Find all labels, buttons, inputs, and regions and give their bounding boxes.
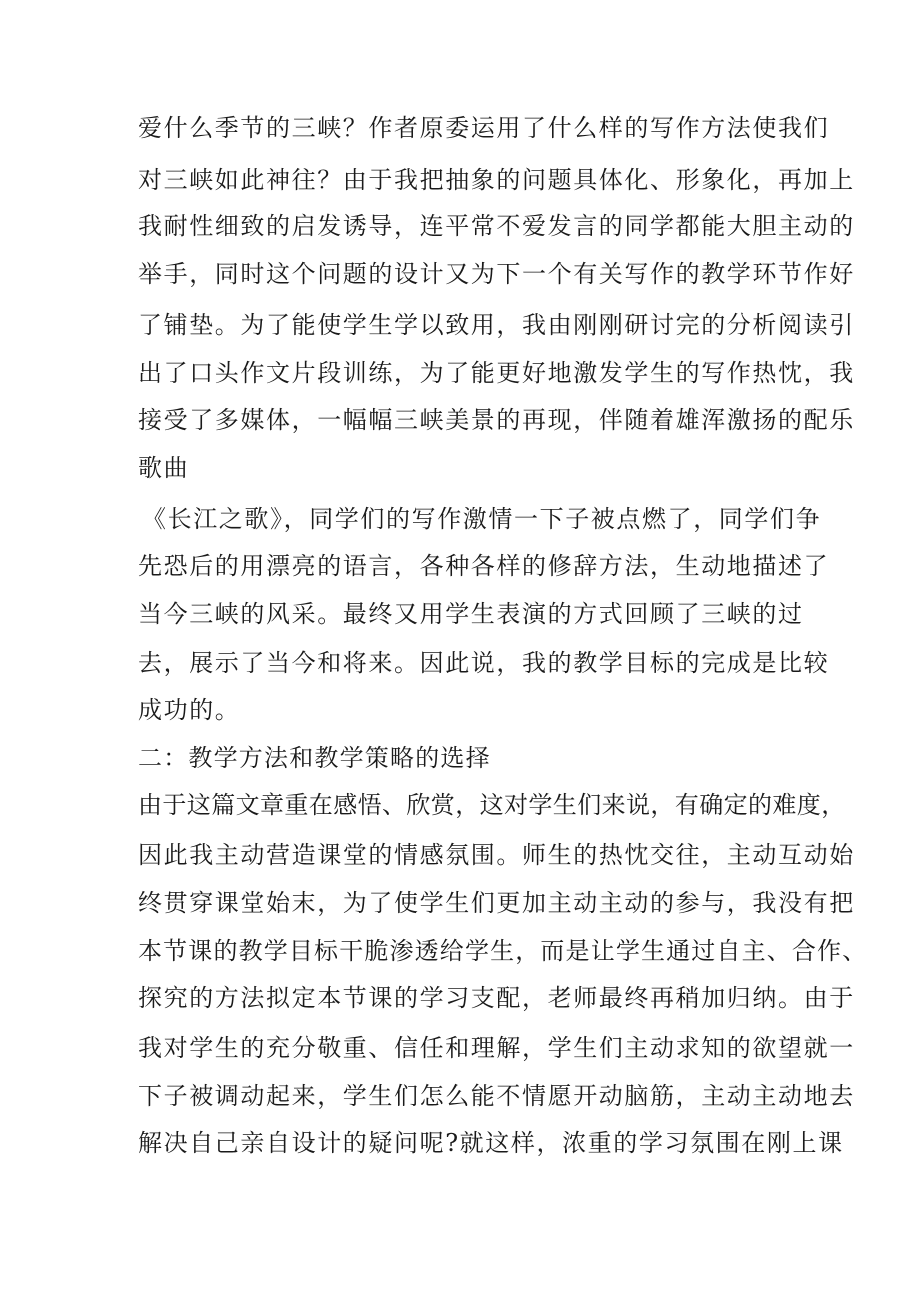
paragraph-line: 先恐后的用漂亮的语言，各种各样的修辞方法，生动地描述了 [138,552,830,580]
paragraph-line: 成功的。 [138,696,241,724]
paragraph-line: 对三峡如此神往？由于我把抽象的问题具体化、形象化，再加上 [138,166,855,194]
section-heading: 二：教学方法和教学策略的选择 [138,744,491,772]
paragraph-line: 当今三峡的风采。最终又用学生表演的方式回顾了三峡的过 [138,600,804,628]
paragraph-line: 因此我主动营造课堂的情感氛围。师生的热忱交往，主动互动始 [138,841,855,869]
paragraph-line: 终贯穿课堂始末，为了使学生们更加主动主动的参与，我没有把 [138,889,855,917]
paragraph-line: 接受了多媒体，一幅幅三峡美景的再现，伴随着雄浑激扬的配乐 [138,406,855,434]
paragraph-line: 探究的方法拟定本节课的学习支配，老师最终再稍加归纳。由于 [138,984,855,1012]
paragraph-line: 我耐性细致的启发诱导，连平常不爱发言的同学都能大胆主动的 [138,212,855,240]
paragraph-line: 出了口头作文片段训练，为了能更好地激发学生的写作热忱，我 [138,359,855,387]
paragraph-line: 爱什么季节的三峡？作者原委运用了什么样的写作方法使我们 [138,114,830,142]
paragraph-line: 由于这篇文章重在感悟、欣赏，这对学生们来说，有确定的难度， [138,791,846,819]
paragraph-line: 了铺垫。为了能使学生学以致用，我由刚刚研讨完的分析阅读引 [138,311,855,339]
paragraph-line: 举手，同时这个问题的设计又为下一个有关写作的教学环节作好 [138,260,855,288]
paragraph-line: 歌曲 [138,454,190,482]
paragraph-line: 解决自己亲自设计的疑问呢?就这样，浓重的学习氛围在刚上课 [138,1129,844,1157]
paragraph-line: 去，展示了当今和将来。因此说，我的教学目标的完成是比较 [138,649,830,677]
paragraph-line: 下子被调动起来，学生们怎么能不情愿开动脑筋，主动主动地去 [138,1082,855,1110]
paragraph-line: 《长江之歌》，同学们的写作激情一下子被点燃了，同学们争 [142,505,822,533]
paragraph-line: 本节课的教学目标干脆渗透给学生，而是让学生通过自主、合作、 [138,937,868,965]
paragraph-line: 我对学生的充分敬重、信任和理解，学生们主动求知的欲望就一 [138,1034,855,1062]
